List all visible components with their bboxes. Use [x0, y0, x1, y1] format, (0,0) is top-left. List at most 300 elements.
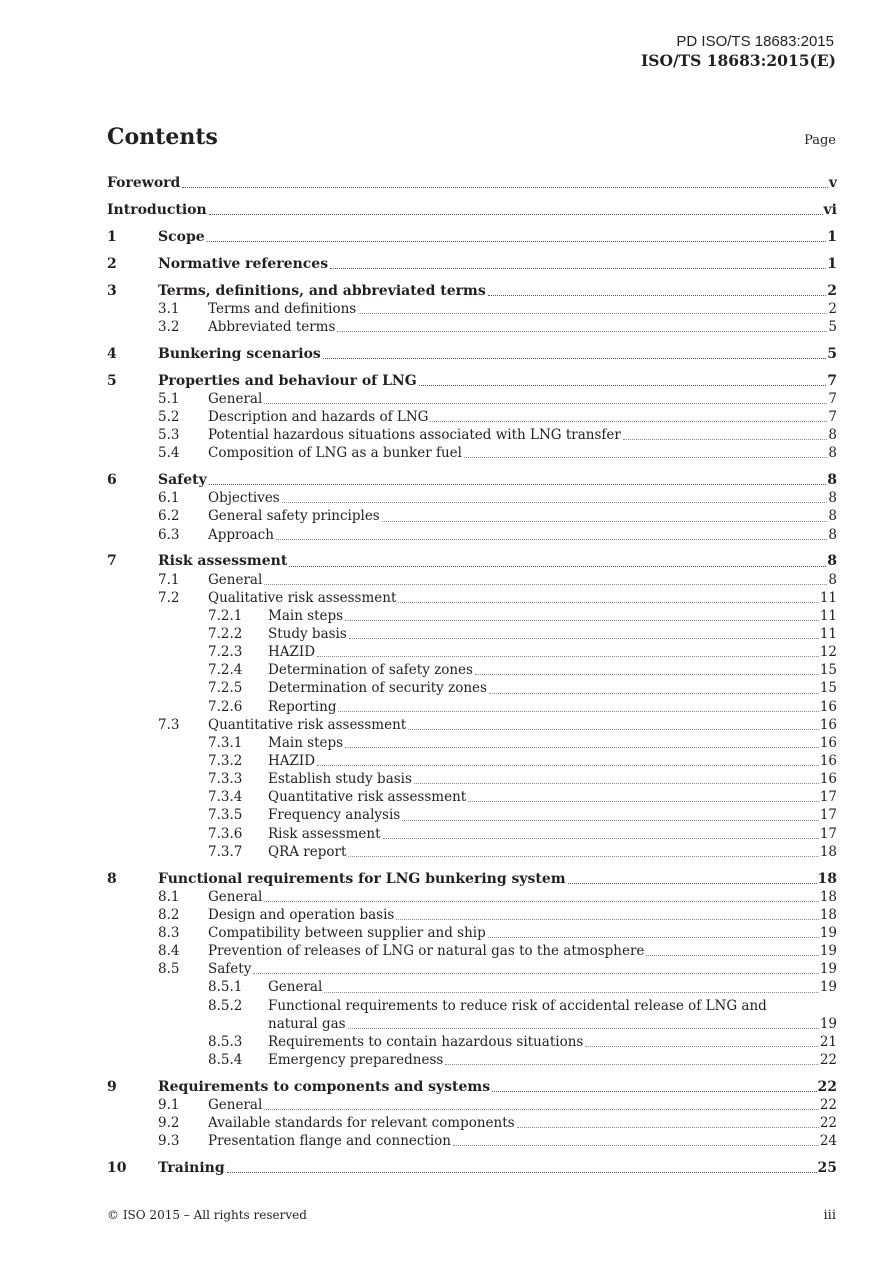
- toc-entry-number: 8.4: [158, 943, 180, 960]
- toc-entry-title: Reporting: [268, 698, 337, 715]
- toc-entry-title: Determination of safety zones: [268, 662, 473, 679]
- toc-entry-leader: [268, 661, 837, 679]
- dot-leader: [468, 800, 819, 802]
- toc-entry-page: 19: [819, 943, 837, 960]
- toc-entry-page: 8: [828, 427, 837, 444]
- toc-entry-title: Prevention of releases of LNG or natural gas to the atmosphere: [208, 943, 645, 960]
- toc-entry-leader: [268, 698, 837, 716]
- toc-entry-page: 19: [819, 924, 837, 941]
- toc-entry-title: Establish study basis: [268, 771, 412, 788]
- toc-entry-leader: [268, 607, 837, 625]
- toc-entry-leader: [158, 345, 837, 363]
- toc-entry-page: 1: [827, 228, 837, 245]
- toc-entry-number: 8.3: [158, 924, 180, 941]
- toc-entry-leader: [268, 625, 837, 643]
- toc-entry-leader: [268, 734, 837, 752]
- toc-entry-page: 16: [819, 716, 837, 733]
- toc-entry-title: Potential hazardous situations associated with LNG transfer: [208, 427, 621, 444]
- toc-entry-number: 3.2: [158, 318, 180, 335]
- toc-entry-page: 17: [819, 825, 837, 842]
- toc-entry[interactable]: [0, 698, 892, 716]
- dot-leader: [568, 882, 817, 884]
- toc-entry-number: 6.2: [158, 508, 180, 525]
- toc-entry-number: 9.1: [158, 1096, 180, 1113]
- toc-entry-leader: [208, 924, 837, 942]
- toc-entry[interactable]: [0, 788, 892, 806]
- dot-leader: [330, 267, 826, 269]
- toc-entry-number: 7.3.4: [208, 789, 243, 806]
- toc-entry-leader: [268, 1015, 837, 1033]
- toc-entry-page: 22: [819, 1096, 837, 1113]
- toc-entry-leader: [268, 788, 837, 806]
- toc-entry-number: 9.3: [158, 1133, 180, 1150]
- toc-entry-title: Safety: [208, 961, 252, 978]
- toc-entry[interactable]: [0, 1096, 892, 1114]
- toc-entry-number: 1: [107, 228, 117, 245]
- toc-entry-leader: [268, 1051, 837, 1069]
- toc-entry-page: 8: [828, 526, 837, 543]
- dot-leader: [348, 855, 818, 857]
- toc-entry-title: Available standards for relevant components: [208, 1115, 515, 1132]
- toc-entry[interactable]: [0, 734, 892, 752]
- toc-entry[interactable]: [0, 426, 892, 444]
- toc-entry-page: 24: [819, 1133, 837, 1150]
- toc-entry-number: 5.1: [158, 390, 180, 407]
- toc-entry[interactable]: [0, 997, 892, 1015]
- dot-leader: [445, 1063, 819, 1065]
- toc-entry-number: 7.1: [158, 571, 180, 588]
- toc-entry[interactable]: [0, 174, 892, 192]
- dot-leader: [396, 918, 818, 920]
- toc-entry-number: 6.3: [158, 526, 180, 543]
- toc-entry-leader: [208, 960, 837, 978]
- toc-entry[interactable]: [0, 255, 892, 273]
- toc-entry-number: 7.2.3: [208, 644, 243, 661]
- toc-entry[interactable]: [0, 1051, 892, 1069]
- toc-entry-number: 3.1: [158, 300, 180, 317]
- toc-entry-number: 5: [107, 372, 117, 389]
- dot-leader: [253, 972, 818, 974]
- toc-entry-page: vi: [823, 201, 837, 218]
- toc-entry-title: Normative references: [158, 255, 329, 272]
- toc-entry-page: 15: [819, 662, 837, 679]
- toc-entry-number: 4: [107, 345, 117, 362]
- toc-entry[interactable]: [0, 390, 892, 408]
- toc-entry[interactable]: [0, 1132, 892, 1150]
- standard-id-header: ISO/TS 18683:2015(E): [641, 51, 836, 70]
- toc-entry-number: 8.5.1: [208, 979, 243, 996]
- dot-leader: [492, 1090, 816, 1092]
- toc-entry-leader: [268, 843, 837, 861]
- dot-leader: [585, 1045, 818, 1047]
- toc-entry-leader: [208, 526, 837, 544]
- toc-entry-number: 9: [107, 1078, 117, 1095]
- toc-entry-page: 8: [827, 553, 837, 570]
- toc-entry-leader: [208, 571, 837, 589]
- dot-leader: [209, 483, 827, 485]
- dot-leader: [182, 186, 828, 188]
- dot-leader: [317, 764, 819, 766]
- toc-entry[interactable]: [0, 716, 892, 734]
- toc-entry[interactable]: [0, 1078, 892, 1096]
- toc-entry-number: 7.2.6: [208, 698, 243, 715]
- toc-entry[interactable]: [0, 870, 892, 888]
- toc-entry-title: Functional requirements for LNG bunkering system: [158, 870, 566, 887]
- toc-entry[interactable]: [0, 300, 892, 318]
- toc-entry-leader: [107, 174, 837, 192]
- dot-leader: [383, 837, 819, 839]
- copyright-footer: © ISO 2015 – All rights reserved: [107, 1208, 307, 1222]
- toc-entry-page: 19: [819, 961, 837, 978]
- toc-entry-title: General: [268, 979, 323, 996]
- toc-entry-title: Main steps: [268, 734, 344, 751]
- dot-leader: [264, 402, 827, 404]
- toc-entry[interactable]: [0, 507, 892, 525]
- toc-entry[interactable]: [0, 489, 892, 507]
- toc-entry-title: Functional requirements to reduce risk of accidental release of LNG and: [268, 997, 767, 1014]
- dot-leader: [276, 538, 827, 540]
- dot-leader: [207, 240, 827, 242]
- toc-entry-leader: [158, 255, 837, 273]
- toc-entry-title: Objectives: [208, 490, 280, 507]
- toc-entry-title: Qualitative risk assessment: [208, 589, 397, 606]
- toc-entry-leader: [158, 1159, 837, 1177]
- toc-entry-number: 8.5.2: [208, 997, 243, 1014]
- toc-entry-leader: [268, 752, 837, 770]
- toc-entry-page: 8: [827, 472, 837, 489]
- dot-leader: [338, 710, 818, 712]
- toc-entry-leader: [208, 489, 837, 507]
- toc-entry-title: Frequency analysis: [268, 807, 401, 824]
- toc-entry-title: Introduction: [107, 201, 207, 218]
- toc-entry-page: 2: [828, 300, 837, 317]
- toc-entry-title: General: [208, 888, 263, 905]
- toc-entry[interactable]: [0, 924, 892, 942]
- toc-entry[interactable]: [0, 661, 892, 679]
- dot-leader: [345, 746, 819, 748]
- dot-leader: [475, 673, 819, 675]
- toc-entry-title: Main steps: [268, 607, 344, 624]
- toc-entry-number: 5.2: [158, 408, 180, 425]
- toc-entry-page: 18: [819, 906, 837, 923]
- toc-entry-page: 21: [819, 1033, 837, 1050]
- dot-leader: [264, 900, 819, 902]
- dot-leader: [337, 330, 827, 332]
- dot-leader: [488, 294, 827, 296]
- toc-entry-page: v: [828, 175, 837, 191]
- toc-entry-leader: [158, 228, 837, 246]
- toc-entry-leader: [268, 806, 837, 824]
- toc-entry-number: 7.3.1: [208, 734, 243, 751]
- dot-leader: [517, 1126, 819, 1128]
- toc-entry-number: 7.2.5: [208, 680, 243, 697]
- toc-entry-page: 22: [817, 1078, 837, 1095]
- toc-entry[interactable]: [0, 571, 892, 589]
- toc-entry-title: Risk assessment: [268, 825, 381, 842]
- toc-entry-leader: [208, 1132, 837, 1150]
- toc-entry-page: 11: [819, 625, 837, 642]
- toc-entry-leader: [208, 426, 837, 444]
- toc-entry-title-continued: natural gas: [268, 1015, 346, 1032]
- dot-leader: [623, 438, 828, 440]
- toc-entry-number: 7.3.5: [208, 807, 243, 824]
- toc-entry-title: Foreword: [107, 175, 181, 191]
- dot-leader: [646, 954, 818, 956]
- dot-leader: [419, 384, 827, 386]
- toc-entry-leader: [208, 716, 837, 734]
- toc-entry-leader: [158, 471, 837, 489]
- dot-leader: [264, 583, 827, 585]
- toc-entry-leader: [158, 282, 837, 300]
- toc-entry-number: 7.3.6: [208, 825, 243, 842]
- toc-entry-title: General: [208, 571, 263, 588]
- toc-entry[interactable]: [0, 589, 892, 607]
- toc-entry[interactable]: [0, 318, 892, 336]
- toc-entry-number: 7.2.4: [208, 662, 243, 679]
- toc-entry-leader: [268, 643, 837, 661]
- toc-entry[interactable]: [0, 679, 892, 697]
- dot-leader: [414, 782, 819, 784]
- toc-entry-leader: [208, 1114, 837, 1132]
- toc-entry-title: Training: [158, 1160, 225, 1177]
- toc-entry-page: 11: [819, 607, 837, 624]
- toc-entry-leader: [208, 589, 837, 607]
- toc-entry-title: Terms and definitions: [208, 300, 357, 317]
- toc-entry-number: 8.5.4: [208, 1051, 243, 1068]
- toc-entry-leader: [158, 1078, 837, 1096]
- toc-entry-continuation[interactable]: [0, 1015, 892, 1033]
- toc-entry-number: 8.5: [158, 961, 180, 978]
- toc-entry-number: 7.2.1: [208, 607, 243, 624]
- dot-leader: [402, 819, 819, 821]
- toc-entry-page: 15: [819, 680, 837, 697]
- toc-entry-title: Determination of security zones: [268, 680, 487, 697]
- toc-entry-leader: [158, 552, 837, 570]
- dot-leader: [349, 637, 819, 639]
- toc-entry[interactable]: [0, 471, 892, 489]
- toc-entry[interactable]: [0, 345, 892, 363]
- toc-entry-leader: [208, 444, 837, 462]
- toc-entry[interactable]: [0, 408, 892, 426]
- toc-entry-page: 2: [827, 282, 837, 299]
- toc-entry-title: Study basis: [268, 625, 347, 642]
- toc-entry[interactable]: [0, 1159, 892, 1177]
- toc-entry[interactable]: [0, 643, 892, 661]
- toc-entry-title: Quantitative risk assessment: [208, 716, 407, 733]
- toc-entry-title: Compatibility between supplier and ship: [208, 924, 486, 941]
- toc-entry-page: 8: [828, 445, 837, 462]
- dot-leader: [398, 601, 818, 603]
- toc-entry[interactable]: [0, 752, 892, 770]
- toc-entry-page: 11: [819, 589, 837, 606]
- toc-entry-title: General: [208, 390, 263, 407]
- toc-entry-number: 8: [107, 870, 117, 887]
- toc-entry-number: 7.2.2: [208, 625, 243, 642]
- dot-leader: [382, 520, 828, 522]
- toc-entry-page: 25: [817, 1160, 837, 1177]
- page-number: iii: [823, 1208, 836, 1223]
- toc-entry-leader: [208, 390, 837, 408]
- toc-entry-leader: [158, 372, 837, 390]
- toc-entry-title: Composition of LNG as a bunker fuel: [208, 445, 462, 462]
- toc-entry-number: 3: [107, 282, 117, 299]
- toc-entry-number: 7.3.2: [208, 752, 243, 769]
- toc-entry-number: 9.2: [158, 1115, 180, 1132]
- toc-entry-page: 18: [819, 888, 837, 905]
- dot-leader: [264, 1108, 819, 1110]
- toc-entry[interactable]: [0, 960, 892, 978]
- toc-entry-leader: [268, 978, 837, 996]
- toc-entry-page: 16: [819, 752, 837, 769]
- dot-leader: [489, 692, 819, 694]
- toc-entry-number: 7.3.7: [208, 843, 243, 860]
- toc-entry-page: 8: [828, 508, 837, 525]
- toc-entry-number: 8.1: [158, 888, 180, 905]
- dot-leader: [408, 728, 819, 730]
- toc-entry-title: Emergency preparedness: [268, 1051, 444, 1068]
- page-title: Contents: [107, 124, 218, 150]
- toc-entry-page: 16: [819, 771, 837, 788]
- toc-entry-title: General: [208, 1096, 263, 1113]
- toc-entry-title: Abbreviated terms: [208, 318, 336, 335]
- toc-entry-leader: [268, 679, 837, 697]
- toc-entry-page: 19: [819, 979, 837, 996]
- toc-entry-title: Properties and behaviour of LNG: [158, 372, 417, 389]
- dot-leader: [289, 565, 826, 567]
- page-column-label: Page: [804, 133, 836, 148]
- toc-entry-title: Scope: [158, 228, 205, 245]
- dot-leader: [348, 1027, 819, 1029]
- toc-entry-number: 8.5.3: [208, 1033, 243, 1050]
- toc-entry-leader: [158, 870, 837, 888]
- toc-entry-leader: [208, 318, 837, 336]
- dot-leader: [227, 1171, 817, 1173]
- toc-entry-number: 2: [107, 255, 117, 272]
- document-id-header: PD ISO/TS 18683:2015: [676, 33, 834, 50]
- toc-entry[interactable]: [0, 843, 892, 861]
- toc-entry-title: Terms, definitions, and abbreviated terms: [158, 282, 486, 299]
- toc-entry-page: 1: [827, 255, 837, 272]
- toc-entry[interactable]: [0, 1114, 892, 1132]
- dot-leader: [488, 936, 819, 938]
- toc-entry-number: 7: [107, 553, 117, 570]
- dot-leader: [282, 501, 828, 503]
- toc-entry-title: Description and hazards of LNG: [208, 408, 429, 425]
- dot-leader: [323, 357, 826, 359]
- toc-entry-page: 5: [827, 345, 837, 362]
- toc-entry-title: Approach: [208, 526, 274, 543]
- toc-entry-leader: [268, 825, 837, 843]
- table-of-contents: [0, 174, 892, 1177]
- toc-entry-page: 8: [828, 490, 837, 507]
- toc-entry[interactable]: [0, 282, 892, 300]
- toc-entry-number: 5.3: [158, 427, 180, 444]
- toc-entry-title: Design and operation basis: [208, 906, 395, 923]
- toc-entry[interactable]: [0, 825, 892, 843]
- toc-entry-page: 7: [827, 372, 837, 389]
- toc-entry-page: 22: [819, 1051, 837, 1068]
- toc-entry[interactable]: [0, 978, 892, 996]
- toc-entry-page: 16: [819, 734, 837, 751]
- toc-entry-title: Presentation flange and connection: [208, 1133, 452, 1150]
- toc-entry-title: HAZID: [268, 752, 316, 769]
- dot-leader: [358, 312, 827, 314]
- toc-entry-number: 7.3: [158, 716, 180, 733]
- toc-entry-title: Safety: [158, 472, 207, 489]
- toc-entry-page: 12: [819, 644, 837, 661]
- toc-entry-title: QRA report: [268, 843, 347, 860]
- toc-entry-leader: [208, 408, 837, 426]
- dot-leader: [453, 1144, 819, 1146]
- toc-entry-number: 6: [107, 472, 117, 489]
- toc-entry[interactable]: [0, 1033, 892, 1051]
- toc-entry[interactable]: [0, 806, 892, 824]
- toc-entry-title: HAZID: [268, 644, 316, 661]
- toc-entry-page: 22: [819, 1115, 837, 1132]
- toc-entry[interactable]: [0, 888, 892, 906]
- toc-entry-leader: [208, 507, 837, 525]
- toc-entry[interactable]: [0, 201, 892, 219]
- toc-entry[interactable]: [0, 607, 892, 625]
- toc-entry-number: 7.2: [158, 589, 180, 606]
- toc-entry-page: 5: [828, 318, 837, 335]
- toc-entry-page: 17: [819, 807, 837, 824]
- dot-leader: [464, 456, 827, 458]
- toc-entry-number: 6.1: [158, 490, 180, 507]
- toc-entry[interactable]: [0, 942, 892, 960]
- toc-entry-page: 8: [828, 571, 837, 588]
- toc-entry-number: 8.2: [158, 906, 180, 923]
- dot-leader: [324, 991, 819, 993]
- toc-entry-page: 18: [817, 870, 837, 887]
- toc-entry-page: 7: [828, 390, 837, 407]
- toc-entry-leader: [208, 942, 837, 960]
- toc-entry-title: Risk assessment: [158, 553, 288, 570]
- toc-entry[interactable]: [0, 552, 892, 570]
- toc-entry[interactable]: [0, 372, 892, 390]
- toc-entry-number: 5.4: [158, 445, 180, 462]
- toc-entry-title: Requirements to components and systems: [158, 1078, 491, 1095]
- toc-entry-leader: [268, 1033, 837, 1051]
- dot-leader: [430, 420, 827, 422]
- toc-entry-page: 17: [819, 789, 837, 806]
- toc-entry-leader: [208, 1096, 837, 1114]
- toc-entry-title: Requirements to contain hazardous situations: [268, 1033, 584, 1050]
- toc-entry-number: 7.3.3: [208, 771, 243, 788]
- toc-entry[interactable]: [0, 770, 892, 788]
- toc-entry-leader: [208, 300, 837, 318]
- toc-entry-leader: [107, 201, 837, 219]
- toc-entry[interactable]: [0, 228, 892, 246]
- toc-entry-title: General safety principles: [208, 508, 380, 525]
- toc-entry-number: 10: [107, 1160, 127, 1177]
- toc-entry[interactable]: [0, 625, 892, 643]
- dot-leader: [345, 619, 819, 621]
- dot-leader: [317, 655, 819, 657]
- toc-entry-page: 7: [828, 408, 837, 425]
- toc-entry-leader: [208, 906, 837, 924]
- toc-entry-page: 18: [819, 843, 837, 860]
- toc-entry-leader: [208, 888, 837, 906]
- toc-entry[interactable]: [0, 526, 892, 544]
- toc-entry-page: 19: [819, 1015, 837, 1032]
- toc-entry-title: Bunkering scenarios: [158, 345, 321, 362]
- toc-entry-page: 16: [819, 698, 837, 715]
- toc-entry-title: Quantitative risk assessment: [268, 789, 467, 806]
- toc-entry[interactable]: [0, 444, 892, 462]
- toc-entry[interactable]: [0, 906, 892, 924]
- toc-entry-leader: [268, 770, 837, 788]
